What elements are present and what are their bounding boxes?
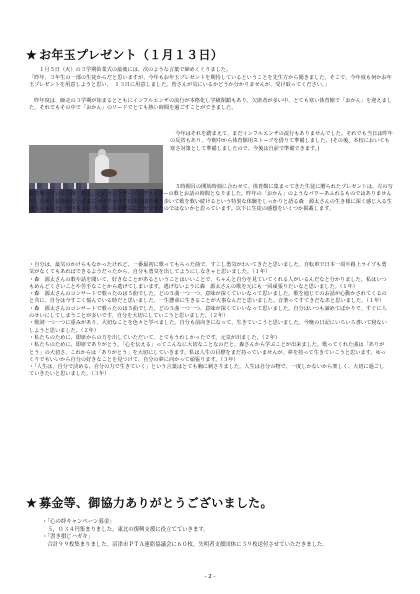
student-comments	[29, 262, 389, 379]
paragraph: １月５日（火）の３学期始業式の最後には、次のような言葉で締めくくりました。	[34, 67, 232, 73]
section-heading-otoshidama	[26, 46, 223, 63]
donation-item: ・「書き損じハガキ」	[42, 534, 94, 541]
comment-item: ・私たちのために、即席でありがとう。「心を伝える」ってこんなに大切なことなのだと、森さんから学ぶことが出来ました。歌ってくれた曲は「ありがとう」の大切さ、これからは「ありがとう」を大切にしていきます。私は人生の目標をまだ持っていませんが、夢を持って生きていこうと思います。ゆっくりでもいいから自分の好きなことを見つけて、自分の夢に向かって頑張ります。（３年）	[29, 342, 386, 363]
comment-item: ・森 源太さんのコンサートで歌ったのは５曲でした。どの５曲一つ一つ、意味が深くていいなって思いました。歌を通じてのお話が心動かされてくるのと共に、自分は今すごく悩んでいる時だと思いました。一生懸命に生きることが大事なんだと思いました。音楽ってすてきだなあと思いました。（１年）	[29, 291, 387, 305]
comment-item: ・歌詞一つ一つに重みがあり、大切なことを色々と学べました。自分も前向きになって、生きていこうと思いました。今晩の日記にいろいろ書いて寝ないしようと思いました。（２年）	[29, 320, 387, 334]
heading-text: 募金等、御協力ありがとうございました。	[39, 496, 273, 510]
comment-item: ・森 源太さんの歌や話を聞いて、好きなことがあるということはいいことで、ちゃんと自分を見ていてくれる人がいるんだなと分かりました。私はいつもめんどくさいことや苦手なことから逃げてしまいます。逃げないように森 源太さんの歌を元にも一回頑張りたいなと思いました。（１年）	[29, 276, 387, 290]
comment-item: ・「人生は、自分で決める、自分の力で生きていく」という言葉はとても胸に刺さりました。人生は自分の物で、一度しかないから楽しく、大切に過ごしていきたいと思いました。（３年）	[29, 364, 385, 378]
paragraph: 昨年度は、師走の３学期が始まるとともにインフルエンザの流行が本格化し学級閉鎖もあり、欠席者が多い中、とても寒い体育館で「おかん」を迎えました。それでもその中で「おかん」のリードでとても熱い時間を過ごすことができました。	[29, 98, 392, 112]
paragraph: 今年はそれを踏まえて、まだインフルエンザの流行もありませんでした。それでも当日は昨年の反省もあり、今朝中から体育館用ストーブを借りて準備しました。(その後、本校においても寒さ対策として準備しましたので、今後は自前で準備できます。)	[170, 131, 393, 152]
donation-item: ・「心の絆キャンペーン募金」	[42, 519, 115, 525]
paragraph: 「昨年、３年生の一部の生徒からだと思いますが、今年もお年玉プレゼントを期待しているということを先生方から聞きました。そこで、今年度も何かお年玉プレゼントを用意しようと思い、 １３日に用意しました。皆さんが気にいるかどうか分かりませんが、受け取ってください。」	[29, 75, 392, 89]
section-heading-donation	[26, 494, 273, 511]
paragraph: ５時間目の開始時刻に合わせて、体育館に集まってきた生徒に贈られたプレゼントは、左の写真で歌っている「森 源太」というシンガーソングライターの歌とお話の時間となりました。昨年の「おかん」のようなパワーあふれるものではありませんでしたが、お金のないままにママチャリで日本全国を渡り歩いて歌を歌い続けるという特異な体験をしっかりと語る森 源太さんの生き様に深く感じ入る生徒もいました。今年もよいプレゼントを贈ることができたのではないかと思っています。以下に生徒の感想をいくつか掲載します。	[29, 184, 393, 212]
page-number: - 2 -	[204, 574, 216, 580]
comment-item: ・森 源太さんのコンサートで歌ったのは５曲でした。どの５曲一つ一つ、意味が深くていいなって思いました。自分はいつも諦めてばかりで、すぐに人のせいにしてしまうことが多いです。自分を大切にしていこうと思いました。（２年）	[29, 305, 387, 320]
comment-item: ・自分は、最気のかけらもなかったけれど、一番最初に歌ってもらった曲で、すこし勇気がわいてきたと思いました。自転車で日本一周や路上ライブも勇気がなくてもあればできるようだったから、自分も勇気を出してようにしなきゃと思いました。（１年）	[29, 262, 387, 276]
heading-text: お年玉プレゼント（１月１３日）	[39, 48, 224, 62]
star-icon: ★	[26, 48, 38, 62]
donation-detail: ５，０３４円集まりました。東北の復興支援に役立てていきます。	[42, 526, 209, 533]
donation-list	[42, 519, 382, 549]
comment-item: ・私たちのために、即席からの力を出していただいて、とてもうれしかったです。元気が出ました。（２年）	[29, 334, 281, 341]
star-icon: ★	[26, 496, 38, 510]
guitar-icon	[101, 169, 117, 177]
donation-detail: 合計９９枚集まりました。沼津市ＰＴＡ連絡協議会に６０枚、失明者支援団体に３９枚送付させていただきました。	[42, 541, 328, 548]
